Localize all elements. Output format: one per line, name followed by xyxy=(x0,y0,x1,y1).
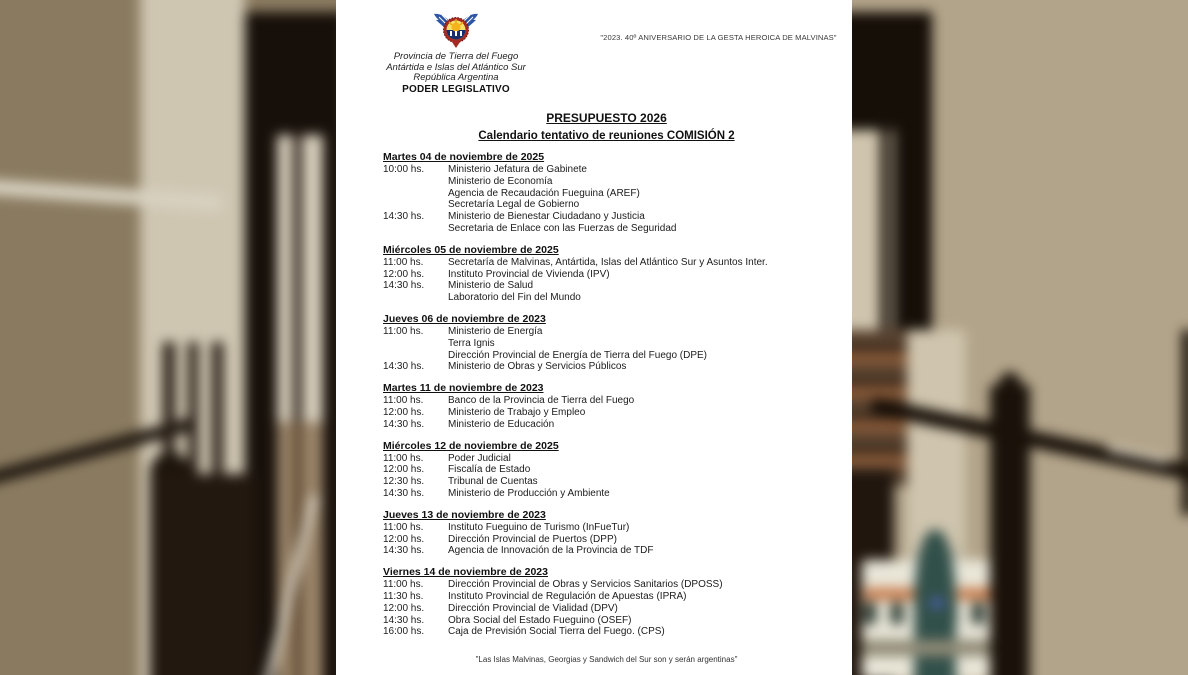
meeting-entity: Fiscalía de Estado xyxy=(448,464,531,476)
schedule-section xyxy=(383,440,830,500)
meeting-entity: Ministerio de Producción y Ambiente xyxy=(448,487,610,499)
letterhead xyxy=(336,0,852,96)
meeting-time: 11:00 hs. xyxy=(383,256,424,268)
meeting-time xyxy=(383,350,448,362)
section-date-heading: Miércoles 05 de noviembre de 2025 xyxy=(383,243,559,256)
section-date-heading: Jueves 13 de noviembre de 2023 xyxy=(383,508,546,521)
meeting-entity: Obra Social del Estado Fueguino (OSEF) xyxy=(448,614,632,626)
schedule-row xyxy=(383,615,830,627)
meeting-time xyxy=(383,176,448,188)
schedule-row xyxy=(383,579,830,591)
schedule-row xyxy=(383,545,830,557)
meeting-time: 11:00 hs. xyxy=(383,579,424,591)
schedule-row xyxy=(383,211,830,223)
schedule-section xyxy=(383,509,830,557)
section-date-heading: Jueves 06 de noviembre de 2023 xyxy=(383,312,546,325)
meeting-entity: Ministerio de Economía xyxy=(448,175,553,187)
meeting-time: 12:00 hs. xyxy=(383,406,425,418)
schedule-row xyxy=(383,164,830,176)
section-date-heading: Miércoles 12 de noviembre de 2025 xyxy=(383,439,559,452)
schedule-row xyxy=(383,464,830,476)
schedule-row xyxy=(383,534,830,546)
meeting-entity: Ministerio de Salud xyxy=(448,280,534,292)
meeting-entity: Secretaría de Malvinas, Antártida, Islas del Atlántico Sur y Asuntos Inter. xyxy=(448,256,768,268)
background-photo-right xyxy=(852,0,1188,675)
meeting-entity: Ministerio de Bienestar Ciudadano y Justicia xyxy=(448,211,645,223)
meeting-time: 14:30 hs. xyxy=(383,614,425,626)
meeting-entity: Instituto Provincial de Vivienda (IPV) xyxy=(448,268,610,280)
schedule-row xyxy=(383,257,830,269)
meeting-time: 12:30 hs. xyxy=(383,476,425,488)
building-roof-left xyxy=(864,588,919,600)
schedule-section xyxy=(383,313,830,373)
meeting-entity: Instituto Provincial de Regulación de Apuestas (IPRA) xyxy=(448,590,687,602)
meeting-time: 16:00 hs. xyxy=(383,626,425,638)
meeting-time: 14:30 hs. xyxy=(383,418,425,430)
meeting-entity: Dirección Provincial de Vialidad (DPV) xyxy=(448,602,618,614)
schedule-row xyxy=(383,407,830,419)
section-date-heading: Viernes 14 de noviembre de 2023 xyxy=(383,566,548,579)
meeting-entity: Poder Judicial xyxy=(448,452,511,464)
schedule-section xyxy=(383,382,830,430)
meeting-entity: Dirección Provincial de Energía de Tierra del Fuego (DPE) xyxy=(448,349,708,361)
schedule-row xyxy=(383,199,830,211)
document-title: PRESUPUESTO 2026 xyxy=(546,111,667,125)
meeting-time: 11:00 hs. xyxy=(383,325,424,337)
section-date-heading: Martes 04 de noviembre de 2025 xyxy=(383,151,545,163)
meeting-entity: Instituto Fueguino de Turismo (InFueTur) xyxy=(448,521,630,533)
meeting-time: 11:30 hs. xyxy=(383,590,424,602)
meeting-time: 14:30 hs. xyxy=(383,211,425,223)
newel-post xyxy=(990,385,1030,675)
meeting-time xyxy=(383,223,448,235)
meeting-entity: Terra Ignis xyxy=(448,337,495,349)
meeting-time: 12:00 hs. xyxy=(383,464,425,476)
meeting-entity: Ministerio de Energía xyxy=(448,325,543,337)
background-photo-left xyxy=(0,0,336,675)
schedule-row xyxy=(383,626,830,638)
anniversary-note: "2023. 40º ANIVERSARIO DE LA GESTA HEROICA DE MALVINAS" xyxy=(600,33,837,42)
meeting-time: 11:00 hs. xyxy=(383,395,424,407)
schedule-row xyxy=(383,488,830,500)
meeting-entity: Ministerio Jefatura de Gabinete xyxy=(448,164,587,175)
meeting-time: 10:00 hs. xyxy=(383,164,425,175)
schedule-row xyxy=(383,476,830,488)
org-line: Antártida e Islas del Atlántico Sur xyxy=(386,61,526,73)
schedule-sections xyxy=(383,151,830,638)
schedule-row xyxy=(383,223,830,235)
meeting-time xyxy=(383,292,448,304)
meeting-entity: Agencia de Recaudación Fueguina (AREF) xyxy=(448,187,640,199)
schedule-row xyxy=(383,395,830,407)
meeting-time xyxy=(383,338,448,350)
org-line: República Argentina xyxy=(413,72,499,84)
meeting-entity: Secretaría Legal de Gobierno xyxy=(448,199,580,211)
schedule-row xyxy=(383,603,830,615)
meeting-entity: Caja de Previsión Social Tierra del Fuego. (CPS) xyxy=(448,626,665,638)
dark-edge-sliver xyxy=(1182,330,1188,515)
org-line: Provincia de Tierra del Fuego xyxy=(393,51,519,62)
meeting-entity: Secretaria de Enlace con las Fuerzas de Seguridad xyxy=(448,222,677,234)
schedule-section xyxy=(383,151,830,235)
meeting-entity: Agencia de Innovación de la Provincia de TDF xyxy=(448,545,654,557)
meeting-entity: Dirección Provincial de Obras y Servicios Sanitarios (DPOSS) xyxy=(448,579,723,591)
meeting-time: 12:00 hs. xyxy=(383,533,425,545)
org-poder-legislativo: PODER LEGISLATIVO xyxy=(402,83,510,95)
section-date-heading: Martes 11 de noviembre de 2023 xyxy=(383,382,544,395)
footer-quote: "Las Islas Malvinas, Georgias y Sandwich del Sur son y serán argentinas" xyxy=(475,655,738,665)
document-page xyxy=(336,0,852,675)
blurred-interior-photo xyxy=(0,0,336,675)
meeting-entity: Ministerio de Educación xyxy=(448,418,555,430)
schedule-row xyxy=(383,326,830,338)
organization-name-block xyxy=(336,52,576,95)
meeting-time xyxy=(383,199,448,211)
meeting-time: 14:30 hs. xyxy=(383,487,425,499)
schedule-row xyxy=(383,188,830,200)
schedule-section xyxy=(383,244,830,304)
meeting-entity: Tribunal de Cuentas xyxy=(448,476,538,488)
schedule-row xyxy=(383,338,830,350)
document-content xyxy=(336,111,852,664)
schedule-row xyxy=(383,280,830,292)
meeting-entity: Ministerio de Obras y Servicios Públicos xyxy=(448,361,627,373)
meeting-time: 11:00 hs. xyxy=(383,521,424,533)
schedule-row xyxy=(383,591,830,603)
meeting-entity: Ministerio de Trabajo y Empleo xyxy=(448,406,586,418)
document-subtitle: Calendario tentativo de reuniones COMISIÓN 2 xyxy=(478,130,735,142)
schedule-row xyxy=(383,453,830,465)
meeting-time: 14:30 hs. xyxy=(383,545,425,557)
schedule-row xyxy=(383,419,830,431)
schedule-section xyxy=(383,566,830,638)
meeting-time: 14:30 hs. xyxy=(383,361,425,373)
schedule-row xyxy=(383,350,830,362)
schedule-row xyxy=(383,522,830,534)
schedule-row xyxy=(383,176,830,188)
meeting-time: 12:00 hs. xyxy=(383,268,425,280)
schedule-row xyxy=(383,292,830,304)
meeting-entity: Banco de la Provincia de Tierra del Fuego xyxy=(448,395,635,407)
meeting-time: 12:00 hs. xyxy=(383,602,425,614)
meeting-time: 14:30 hs. xyxy=(383,280,425,292)
building-blue-detail xyxy=(930,598,944,608)
newel-post xyxy=(150,474,256,675)
tierra-del-fuego-coat-of-arms-icon xyxy=(433,10,479,53)
meeting-entity: Laboratorio del Fin del Mundo xyxy=(448,292,581,304)
schedule-row xyxy=(383,269,830,281)
blurred-interior-photo xyxy=(852,0,1188,675)
meeting-time xyxy=(383,188,448,200)
meeting-time: 11:00 hs. xyxy=(383,452,424,464)
schedule-row xyxy=(383,361,830,373)
meeting-entity: Dirección Provincial de Puertos (DPP) xyxy=(448,533,617,545)
